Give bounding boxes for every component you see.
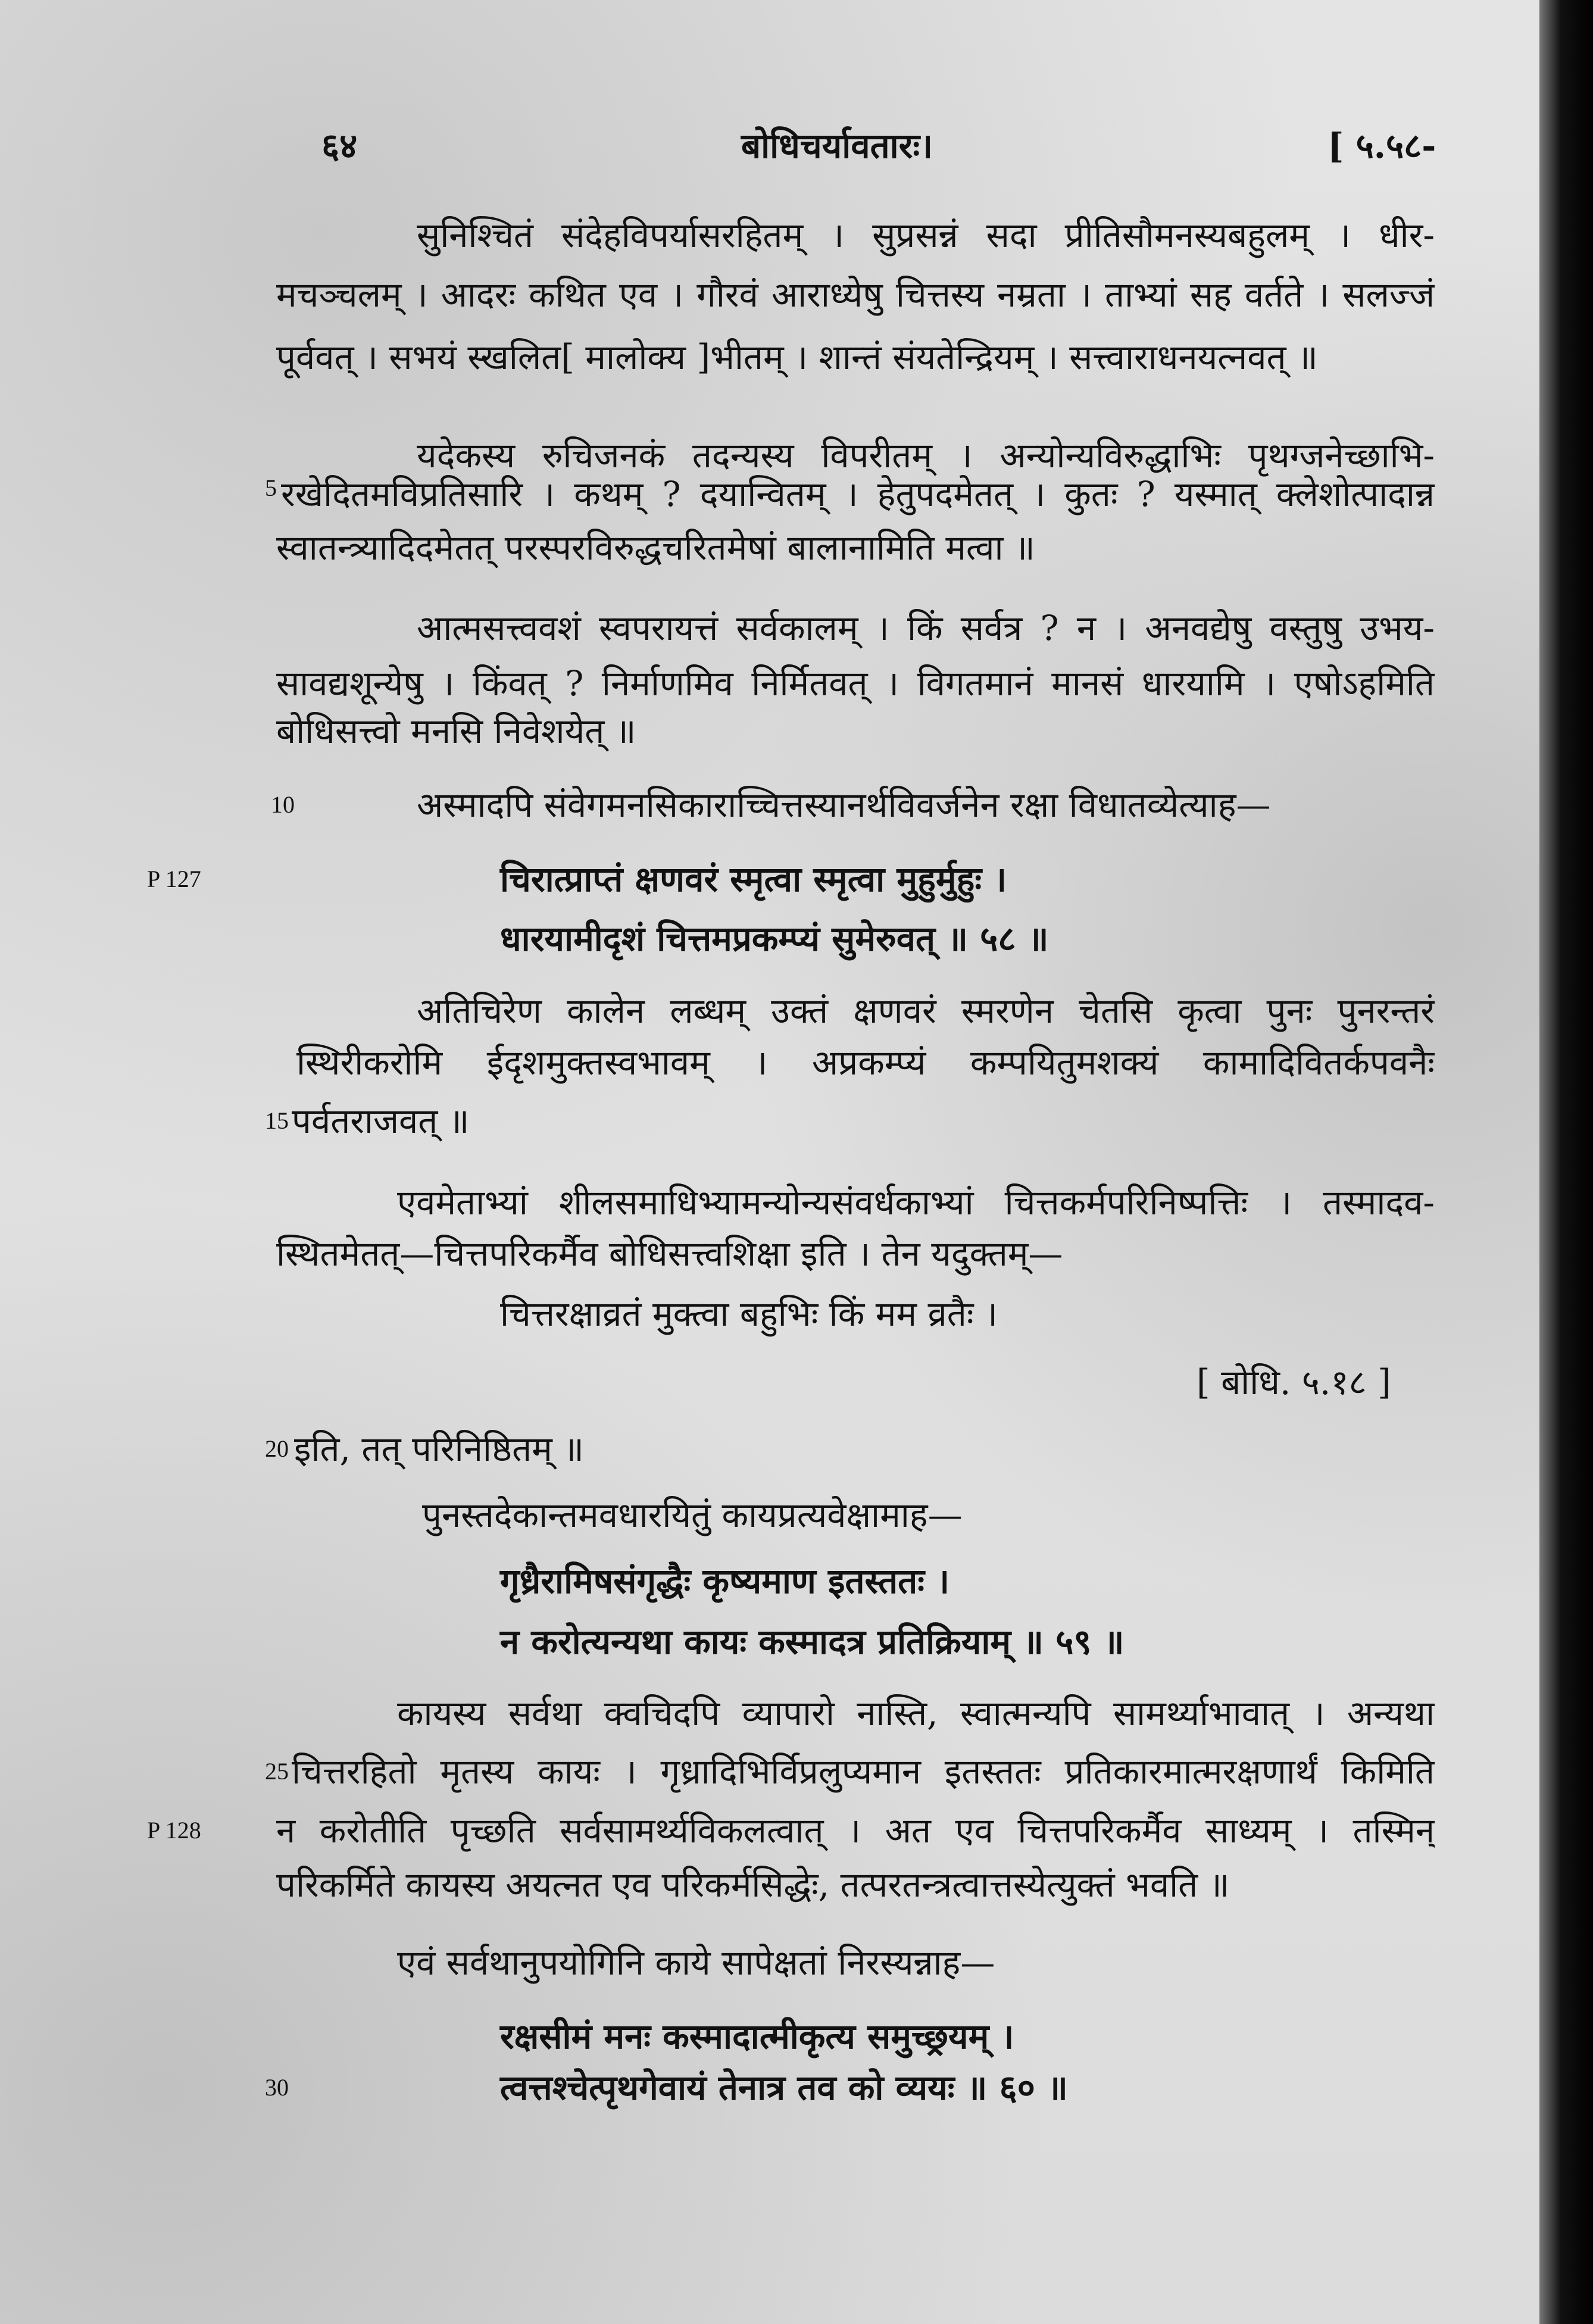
text-line: एवं सर्वथानुपयोगिनि काये सापेक्षतां निरस्यन्नाह— xyxy=(397,1942,995,1983)
margin-page-ref: P 127 xyxy=(147,866,201,892)
line-number: 20 xyxy=(265,1435,289,1462)
text-line: स्थिरीकरोमि ईदृशमुक्तस्वभावम् । अप्रकम्प्यं कम्पयितुमशक्यं कामादिवितर्कपवनैः xyxy=(296,1042,1435,1083)
text-line: स्थितमेतत्—चित्तपरिकर्मैव बोधिसत्त्वशिक्षा इति । तेन यदुक्तम्— xyxy=(276,1233,1063,1274)
verse-line: त्वत्तश्चेत्पृथगेवायं तेनात्र तव को व्ययः ॥ ६० ॥ xyxy=(500,2067,1068,2108)
text-line: अतिचिरेण कालेन लब्धम् उक्तं क्षणवरं स्मरणेन चेतसि कृत्वा पुनः पुनरन्तरं xyxy=(417,991,1435,1031)
quote-line: चित्तरक्षाव्रतं मुक्त्वा बहुभिः किं मम व्रतैः । xyxy=(500,1294,998,1334)
verse-line: गृध्रैरामिषसंगृद्धैः कृष्यमाण इतस्ततः । xyxy=(500,1561,950,1601)
line-number: 30 xyxy=(265,2074,289,2101)
line-number: 5 xyxy=(265,474,277,501)
text-line: पर्वतराजवत् ॥ xyxy=(292,1101,470,1141)
text-line: आत्मसत्त्ववशं स्वपरायत्तं सर्वकालम् । किं सर्वत्र ? न । अनवद्येषु वस्तुषु उभय- xyxy=(417,608,1435,648)
text-line: यदेकस्य रुचिजनकं तदन्यस्य विपरीतम् । अन्योन्यविरुद्धाभिः पृथग्जनेच्छाभि- xyxy=(417,435,1435,476)
text-line: कायस्य सर्वथा क्वचिदपि व्यापारो नास्ति, स्वात्मन्यपि सामर्थ्याभावात् । अन्यथा xyxy=(397,1693,1435,1733)
verse-line: चिरात्प्राप्तं क्षणवरं स्मृत्वा स्मृत्वा मुहुर्मुहुः । xyxy=(500,859,1007,899)
text-line: बोधिसत्त्वो मनसि निवेशयेत् ॥ xyxy=(276,711,636,751)
text-line: न करोतीति पृच्छति सर्वसामर्थ्यविकलत्वात् । अत एव चित्तपरिकर्मैव साध्यम् । तस्मिन् xyxy=(276,1810,1435,1851)
line-number: 15 xyxy=(265,1107,289,1134)
section-ref: [ ५.५८- xyxy=(1328,126,1436,166)
verse-line: न करोत्यन्यथा कायः कस्मादत्र प्रतिक्रियाम् ॥ ५९ ॥ xyxy=(500,1622,1125,1662)
text-line: मचञ्चलम् । आदरः कथित एव । गौरवं आराध्येषु चित्तस्य नम्रता । ताभ्यां सह वर्तते । सलज्जं xyxy=(276,274,1435,315)
text-line: पुनस्तदेकान्तमवधारयितुं कायप्रत्यवेक्षामाह— xyxy=(422,1495,963,1535)
running-title: बोधिचर्यावतारः। xyxy=(741,126,933,166)
text-line: स्वातन्त्र्यादिदमेतत् परस्परविरुद्धचरितमेषां बालानामिति मत्वा ॥ xyxy=(276,527,1035,568)
text-line: परिकर्मिते कायस्य अयत्नत एव परिकर्मसिद्धेः, तत्परतन्त्रत्वात्तस्येत्युक्तं भवति ॥ xyxy=(276,1864,1230,1905)
text-line: अस्मादपि संवेगमनसिकाराच्चित्तस्यानर्थविवर्जनेन रक्षा विधातव्येत्याह— xyxy=(417,785,1271,825)
verse-line: रक्षसीमं मनः कस्मादात्मीकृत्य समुच्छ्रयम् । xyxy=(500,2016,1014,2057)
text-line: चित्तरहितो मृतस्य कायः । गृध्रादिभिर्विप्रलुप्यमान इतस्ततः प्रतिकारमात्मरक्षणार्थं किमिति xyxy=(292,1751,1435,1792)
line-number: 25 xyxy=(265,1758,289,1785)
line-number: 10 xyxy=(271,791,295,818)
text-line: सुनिश्चितं संदेहविपर्यासरहितम् । सुप्रसन्नं सदा प्रीतिसौमनस्यबहुलम् । धीर- xyxy=(417,215,1435,255)
text-line: सावद्यशून्येषु । किंवत् ? निर्माणमिव निर्मितवत् । विगतमानं मानसं धारयामि । एषोऽहमिति xyxy=(276,663,1435,704)
text-line: इति, तत् परिनिष्ठितम् ॥ xyxy=(294,1429,584,1469)
verse-line: धारयामीदृशं चित्तमप्रकम्प्यं सुमेरुवत् ॥ ५८ ॥ xyxy=(500,919,1049,959)
scan-edge xyxy=(1539,0,1593,2324)
text-line: रखेदितमविप्रतिसारि । कथम् ? दयान्वितम् । हेतुपदमेतत् । कुतः ? यस्मात् क्लेशोत्पादान्न xyxy=(281,474,1435,514)
page-number: ६४ xyxy=(321,126,358,166)
citation: [ बोधि. ५.१८ ] xyxy=(1197,1362,1391,1402)
text-line: पूर्ववत् । सभयं स्खलित[ मालोक्य ]भीतम् । शान्तं संयतेन्द्रियम् । सत्त्वाराधनयत्नवत् ॥ xyxy=(276,337,1318,377)
text-line: एवमेताभ्यां शीलसमाधिभ्यामन्योन्यसंवर्धकाभ्यां चित्तकर्मपरिनिष्पत्तिः । तस्मादव- xyxy=(397,1182,1435,1223)
margin-page-ref: P 128 xyxy=(147,1817,201,1844)
